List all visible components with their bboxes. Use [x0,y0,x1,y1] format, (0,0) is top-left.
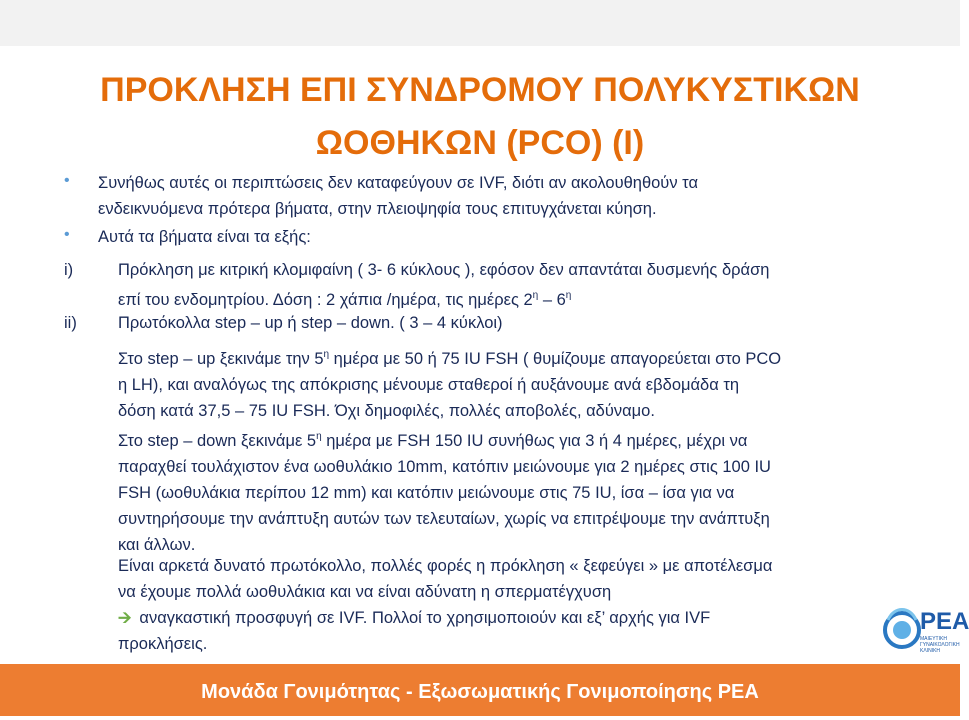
step-ii-text [118,310,918,336]
bullet-1-line-2: ενδεικνυόμενα πρότερα βήματα, στην πλειοψηφία τους επιτυγχάνεται κύηση. [98,200,657,218]
logo-sub-1: ΜΑΙΕΥΤΙΚΗ [920,636,947,642]
step-down-paragraph [118,424,918,558]
step-down-line-1b: ημέρα με FSH 150 IU συνήθως για 3 ή 4 ημέρες, μέχρι να [321,432,748,450]
step-i-line-2b: – 6 [538,291,566,309]
step-ii-line-1: Πρωτόκολλα step – up ή step – down. ( 3 – 4 κύκλοι) [118,314,503,332]
bullet-2-line-1: Αυτά τα βήματα είναι τα εξής: [98,228,311,246]
step-down-line-2: παραχθεί τουλάχιστον ένα ωοθυλάκιο 10mm, κατόπιν μειώνουμε για 2 ημέρες στις 100 IU [118,458,771,476]
conclusion-line-4: προκλήσεις. [118,635,208,653]
step-i-sup-1: η [532,290,539,301]
arrow-right-icon: 🡪 [118,609,132,627]
step-i-line-1: Πρόκληση με κιτρική κλομιφαίνη ( 3- 6 κύκλους ), εφόσον δεν απαντάται δυσμενής δράση [118,261,770,279]
step-i-marker: i) [64,261,74,279]
step-i-line-2a: επί του ενδομητρίου. Δόση : 2 χάπια /ημέρα, τις ημέρες 2 [118,291,533,309]
step-i-text [118,257,908,313]
logo-subtitle [920,636,960,654]
title-line-1: ΠΡΟΚΛΗΣΗ ΕΠΙ ΣΥΝΔΡΟΜΟΥ ΠΟΛΥΚΥΣΤΙΚΩΝ [100,71,860,109]
bullet-marker: • [64,226,70,243]
step-up-line-2: η LH), και αναλόγως της απόκρισης μένουμε σταθεροί ή αυξάνουμε ανά εβδομάδα τη [118,376,740,394]
top-bar [0,0,960,46]
conclusion-paragraph [118,553,918,657]
logo-brand-text: ΡΕΑ [920,608,969,635]
step-down-sup: η [316,431,322,442]
logo-sub-2: ΓΥΝΑΙΚΟΛΟΓΙΚΗ [920,642,960,648]
logo-sub-3: ΚΛΙΝΙΚΗ [920,648,941,654]
step-up-line-1a: Στο step – up ξεκινάμε την 5 [118,350,324,368]
bullet-1-text [98,170,898,222]
step-i-sup-2: η [565,290,572,301]
step-up-line-3: δόση κατά 37,5 – 75 IU FSH. Όχι δημοφιλές, πολλές αποβολές, αδύναμο. [118,402,655,420]
step-up-paragraph [118,342,918,424]
footer-text: Μονάδα Γονιμότητας - Εξωσωματικής Γονιμοποίησης ΡΕΑ [201,681,759,703]
conclusion-line-1: Είναι αρκετά δυνατό πρωτόκολλο, πολλές φορές η πρόκληση « ξεφεύγει » με αποτέλεσμα [118,557,773,575]
step-down-line-5: και άλλων. [118,536,196,554]
bullet-1-line-1: Συνήθως αυτές οι περιπτώσεις δεν καταφεύγουν σε IVF, διότι αν ακολουθηθούν τα [98,174,698,192]
footer-bar [0,664,960,716]
step-down-line-4: συντηρήσουμε την ανάπτυξη αυτών των τελευταίων, χωρίς να επιτρέψουμε την ανάπτυξη [118,510,770,528]
title-line-2: ΩΟΘΗΚΩΝ (PCO) (I) [315,124,645,162]
step-down-line-1a: Στο step – down ξεκινάμε 5 [118,432,317,450]
conclusion-line-2: να έχουμε πολλά ωοθυλάκια και να είναι αδύνατη η σπερματέγχυση [118,583,612,601]
conclusion-line-3: αναγκαστική προσφυγή σε IVF. Πολλοί το χρησιμοποιούν και εξ’ αρχής για IVF [139,609,711,627]
bullet-marker: • [64,172,70,189]
rea-logo-emblem-icon [880,600,920,656]
bullet-2-text [98,224,898,250]
step-ii-marker: ii) [64,314,77,332]
slide-title [60,64,900,170]
step-up-sup: η [323,349,330,360]
step-up-line-1b: ημέρα με 50 ή 75 IU FSH ( θυμίζουμε απαγορεύεται στο PCO [329,350,782,368]
step-down-line-3: FSH (ωοθυλάκια περίπου 12 mm) και κατόπιν μειώνουμε στις 75 IU, ίσα – ίσα για να [118,484,735,502]
